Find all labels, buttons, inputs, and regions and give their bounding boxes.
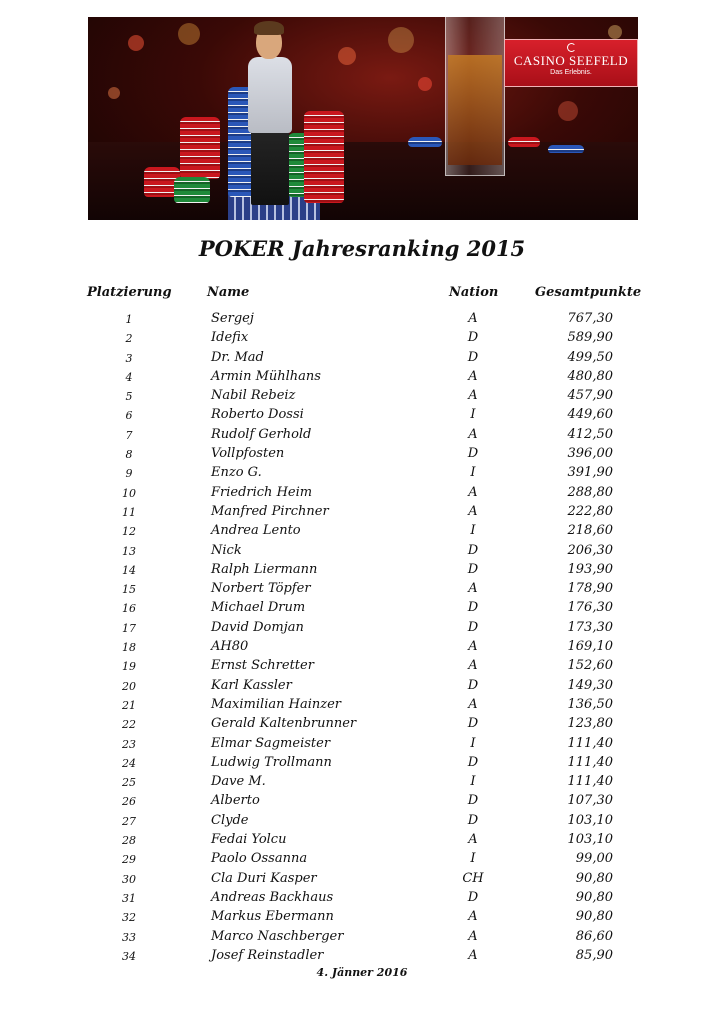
row-name: AH80: [211, 639, 249, 655]
row-place: 30: [122, 872, 136, 886]
casino-banner-image: [88, 17, 638, 220]
table-row: [0, 560, 724, 579]
row-name: Vollpfosten: [211, 446, 285, 462]
table-row: [0, 444, 724, 463]
row-points: 111,40: [567, 774, 613, 790]
row-points: 103,10: [567, 812, 613, 828]
row-nation: I: [470, 774, 476, 790]
row-name: Markus Ebermann: [211, 909, 334, 925]
row-place: 18: [122, 641, 136, 655]
row-nation: I: [470, 735, 476, 751]
row-nation: D: [467, 349, 479, 365]
row-points: 103,10: [567, 832, 613, 848]
row-points: 152,60: [567, 658, 613, 674]
table-row: [0, 753, 724, 772]
row-place: 28: [122, 834, 136, 848]
row-points: 480,80: [567, 368, 613, 384]
row-points: 288,80: [567, 484, 613, 500]
row-place: 6: [125, 409, 133, 423]
row-points: 193,90: [567, 561, 613, 577]
row-name: Nabil Rebeiz: [211, 388, 296, 404]
person-figure: [251, 131, 289, 205]
table-row: [0, 328, 724, 347]
row-name: Cla Duri Kasper: [211, 870, 317, 886]
row-nation: A: [468, 426, 478, 442]
logo-title: CASINO SEEFELD: [513, 53, 629, 68]
table-row: [0, 656, 724, 675]
row-nation: A: [468, 696, 478, 712]
row-place: 8: [125, 448, 133, 462]
table-row: [0, 869, 724, 888]
table-row: [0, 791, 724, 810]
row-name: Rudolf Gerhold: [211, 426, 312, 442]
row-nation: A: [468, 388, 478, 404]
row-nation: I: [470, 523, 476, 539]
row-place: 29: [122, 853, 136, 867]
row-name: Paolo Ossanna: [211, 851, 308, 867]
row-points: 99,00: [575, 851, 613, 867]
row-points: 136,50: [567, 696, 613, 712]
table-row: [0, 425, 724, 444]
row-name: Alberto: [211, 793, 260, 809]
row-points: 173,30: [567, 619, 613, 635]
row-nation: D: [467, 889, 479, 905]
table-row: [0, 907, 724, 926]
row-place: 17: [122, 621, 136, 635]
row-nation: D: [467, 754, 479, 770]
table-row: [0, 502, 724, 521]
row-nation: CH: [462, 870, 484, 886]
row-name: Dr. Mad: [211, 349, 264, 365]
header-nation: Nation: [449, 285, 499, 300]
row-place: 24: [122, 756, 136, 770]
row-points: 396,00: [567, 446, 613, 462]
row-points: 111,40: [567, 735, 613, 751]
row-name: Dave M.: [211, 774, 266, 790]
row-points: 169,10: [567, 639, 613, 655]
header-points: Gesamtpunkte: [535, 285, 642, 300]
row-place: 9: [125, 467, 133, 481]
row-nation: D: [467, 716, 479, 732]
table-row: [0, 367, 724, 386]
row-points: 412,50: [567, 426, 613, 442]
logo-mark-icon: [567, 43, 576, 52]
page-title: POKER Jahresranking 2015: [198, 236, 526, 261]
table-row: [0, 734, 724, 753]
row-place: 21: [122, 698, 136, 712]
row-place: 1: [125, 313, 133, 326]
row-points: 589,90: [567, 330, 613, 346]
row-name: Clyde: [211, 812, 249, 828]
row-name: Marco Naschberger: [211, 928, 344, 944]
row-place: 13: [122, 544, 136, 558]
row-name: Norbert Töpfer: [211, 581, 311, 597]
row-points: 149,30: [567, 677, 613, 693]
row-place: 31: [122, 891, 136, 905]
table-row: [0, 888, 724, 907]
ranking-table: [0, 309, 724, 965]
row-place: 33: [122, 930, 136, 944]
row-nation: A: [468, 909, 478, 925]
table-row: [0, 927, 724, 946]
row-place: 7: [125, 428, 133, 442]
row-points: 85,90: [575, 947, 613, 963]
row-place: 22: [122, 718, 136, 732]
row-nation: A: [468, 947, 478, 963]
row-points: 90,80: [575, 909, 613, 925]
row-points: 767,30: [567, 311, 613, 326]
table-row: [0, 598, 724, 617]
table-row: [0, 637, 724, 656]
row-place: 12: [122, 525, 136, 539]
row-name: Gerald Kaltenbrunner: [211, 716, 357, 732]
row-place: 4: [125, 370, 133, 384]
row-name: Roberto Dossi: [211, 407, 304, 423]
row-nation: D: [467, 542, 479, 558]
row-nation: D: [467, 619, 479, 635]
row-nation: I: [470, 851, 476, 867]
row-place: 5: [125, 390, 133, 404]
row-points: 391,90: [567, 465, 613, 481]
table-row: [0, 579, 724, 598]
table-row: [0, 618, 724, 637]
table-row: [0, 676, 724, 695]
table-row: [0, 830, 724, 849]
row-points: 107,30: [567, 793, 613, 809]
row-nation: D: [467, 446, 479, 462]
row-nation: A: [468, 658, 478, 674]
row-name: Sergej: [211, 311, 254, 326]
row-name: Elmar Sagmeister: [211, 735, 331, 751]
row-name: Nick: [211, 542, 242, 558]
table-row: [0, 849, 724, 868]
row-nation: I: [470, 465, 476, 481]
row-points: 449,60: [567, 407, 613, 423]
row-nation: A: [468, 484, 478, 500]
footer-date: 4. Jänner 2016: [316, 966, 408, 979]
table-row: [0, 811, 724, 830]
row-points: 178,90: [567, 581, 613, 597]
table-row: [0, 386, 724, 405]
table-row: [0, 309, 724, 328]
row-name: Karl Kassler: [211, 677, 292, 693]
row-points: 206,30: [567, 542, 613, 558]
row-nation: A: [468, 368, 478, 384]
header-name: Name: [207, 285, 250, 300]
casino-logo: [504, 39, 638, 87]
row-points: 218,60: [567, 523, 613, 539]
row-name: Ralph Liermann: [211, 561, 318, 577]
row-nation: D: [467, 812, 479, 828]
row-nation: A: [468, 311, 478, 326]
row-place: 15: [122, 583, 136, 597]
row-points: 123,80: [567, 716, 613, 732]
table-row: [0, 772, 724, 791]
row-nation: D: [467, 330, 479, 346]
row-place: 3: [125, 351, 133, 365]
row-name: Andreas Backhaus: [211, 889, 334, 905]
table-row: [0, 695, 724, 714]
row-nation: A: [468, 639, 478, 655]
row-points: 111,40: [567, 754, 613, 770]
row-nation: D: [467, 677, 479, 693]
row-name: Manfred Pirchner: [211, 503, 329, 519]
row-points: 222,80: [567, 503, 613, 519]
row-name: Ludwig Trollmann: [211, 754, 332, 770]
row-name: Idefix: [211, 330, 249, 346]
glass-decoration: [445, 17, 505, 176]
row-name: Josef Reinstadler: [211, 947, 324, 963]
row-place: 26: [122, 795, 136, 809]
row-place: 10: [122, 486, 136, 500]
logo-subtitle: Das Erlebnis.: [550, 69, 592, 76]
row-nation: D: [467, 561, 479, 577]
table-row: [0, 483, 724, 502]
row-points: 457,90: [567, 388, 613, 404]
table-row: [0, 348, 724, 367]
row-place: 23: [122, 737, 136, 751]
row-name: Enzo G.: [211, 465, 262, 481]
row-name: David Domjan: [211, 619, 304, 635]
row-place: 20: [122, 679, 136, 693]
row-place: 25: [122, 776, 136, 790]
row-name: Maximilian Hainzer: [211, 696, 341, 712]
row-place: 34: [122, 949, 136, 963]
row-points: 90,80: [575, 870, 613, 886]
row-nation: D: [467, 793, 479, 809]
row-place: 16: [122, 602, 136, 616]
table-row: [0, 405, 724, 424]
row-name: Fedai Yolcu: [211, 832, 287, 848]
row-place: 14: [122, 563, 136, 577]
table-row: [0, 714, 724, 733]
table-row: [0, 521, 724, 540]
table-row: [0, 946, 724, 965]
row-place: 32: [122, 911, 136, 925]
row-points: 176,30: [567, 600, 613, 616]
row-place: 11: [122, 505, 136, 519]
row-points: 499,50: [567, 349, 613, 365]
header-place: Platzierung: [87, 285, 172, 300]
row-nation: A: [468, 832, 478, 848]
row-place: 27: [122, 814, 136, 828]
row-name: Friedrich Heim: [211, 484, 313, 500]
row-name: Andrea Lento: [211, 523, 301, 539]
row-nation: I: [470, 407, 476, 423]
row-name: Michael Drum: [211, 600, 306, 616]
row-nation: A: [468, 928, 478, 944]
row-name: Ernst Schretter: [211, 658, 314, 674]
row-place: 19: [122, 660, 136, 674]
row-points: 86,60: [575, 928, 613, 944]
table-row: [0, 463, 724, 482]
row-nation: A: [468, 581, 478, 597]
row-place: 2: [125, 332, 133, 346]
row-name: Armin Mühlhans: [211, 368, 321, 384]
row-nation: A: [468, 503, 478, 519]
row-nation: D: [467, 600, 479, 616]
table-row: [0, 541, 724, 560]
row-points: 90,80: [575, 889, 613, 905]
